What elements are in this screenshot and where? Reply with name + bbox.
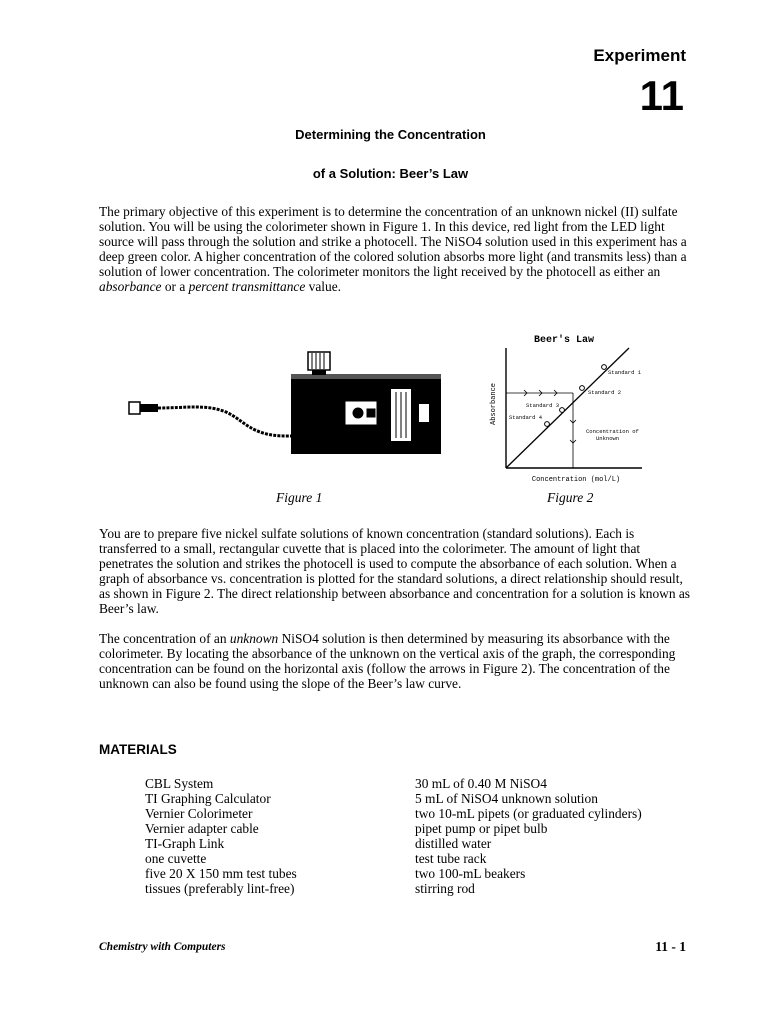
graph-label-unknown-line-1: Concentration of: [586, 428, 639, 435]
unknown-text-1: The concentration of an: [99, 631, 230, 646]
material-item: CBL System: [145, 776, 214, 791]
unknown-text-2: NiSO4 solution is then determined by measuring its absorbance with the colorimeter. By locating the absorbance of the unknown on the vertical axis of the graph, the corresponding concentration can be found on the horizontal axis (follow the arrows in Figure 2). The concentration of the unknown can also be found using the slope of the Beer’s law curve.: [99, 631, 676, 691]
intro-text-2: or a: [161, 279, 189, 294]
footer-page-number: 11 - 1: [655, 939, 686, 954]
intro-text-1: The primary objective of this experiment is to determine the concentration of an unknown nickel (II) sulfate solution. You will be using the colorimeter shown in Figure 1. In this device, red light from the LED light source will pass through the solution and strike a photocell. The NiSO4 solution used in this experiment has a deep green color. A higher concentration of the colored solution absorbs more light (and transmits less) than a solution of lower concentration. The colorimeter monitors the light received by the photocell as either an: [99, 204, 687, 279]
graph-label-standard-2: Standard 2: [588, 389, 622, 396]
graph-label-standard-1: Standard 1: [608, 369, 642, 376]
experiment-label: Experiment: [593, 46, 686, 65]
footer-book-title: Chemistry with Computers: [99, 941, 226, 953]
unknown-concentration-paragraph: [99, 631, 691, 691]
material-item: distilled water: [415, 836, 492, 851]
graph-label-unknown-line-2: Unknown: [596, 435, 620, 442]
intro-paragraph: [99, 204, 691, 294]
graph-ylabel: Absorbance: [490, 382, 498, 425]
page-title-line-1: Determining the Concentration: [295, 127, 486, 142]
materials-heading: MATERIALS: [99, 742, 177, 757]
beers-law-graph: [484, 330, 646, 485]
material-item: Vernier adapter cable: [145, 821, 259, 836]
standard-solutions-paragraph: You are to prepare five nickel sulfate solutions of known concentration (standard solutions). Each is transferred to a small, rectangular cuvette that is placed into the colorimeter. The amount of light that penetrates the solution and strikes the photocell is used to compute the absorbance of each solution. When a graph of absorbance vs. concentration is plotted for the standard solutions, a direct relationship should result, as shown in Figure 2. The direct relationship between absorbance and concentration for a solution is known as Beer’s law.: [99, 526, 691, 616]
graph-xlabel: Concentration (mol/L): [531, 476, 621, 484]
material-item: 30 mL of 0.40 M NiSO4: [415, 776, 547, 791]
materials-list-right: [415, 776, 642, 896]
materials-list-left: [145, 776, 297, 896]
material-item: stirring rod: [415, 881, 475, 896]
material-item: pipet pump or pipet bulb: [415, 821, 548, 836]
material-item: TI-Graph Link: [145, 836, 225, 851]
intro-emphasis-absorbance: absorbance: [99, 279, 162, 294]
material-item: Vernier Colorimeter: [145, 806, 253, 821]
material-item: tissues (preferably lint-free): [145, 881, 295, 896]
material-item: 5 mL of NiSO4 unknown solution: [415, 791, 598, 806]
experiment-number: 11: [639, 72, 684, 119]
material-item: two 100-mL beakers: [415, 866, 526, 881]
material-item: five 20 X 150 mm test tubes: [145, 866, 297, 881]
unknown-emphasis: unknown: [229, 631, 279, 646]
graph-label-standard-3: Standard 3: [526, 402, 560, 409]
figure-2-caption: Figure 2: [547, 490, 594, 505]
graph-title: Beer's Law: [533, 335, 595, 346]
colorimeter-figure: [126, 344, 446, 469]
material-item: TI Graphing Calculator: [145, 791, 271, 806]
material-item: test tube rack: [415, 851, 487, 866]
intro-text-3: value.: [305, 279, 341, 294]
material-item: two 10-mL pipets (or graduated cylinders): [415, 806, 642, 821]
material-item: one cuvette: [145, 851, 207, 866]
page-title-line-2: of a Solution: Beer’s Law: [312, 166, 469, 181]
graph-label-standard-4: Standard 4: [509, 414, 543, 421]
figure-1-caption: Figure 1: [276, 490, 323, 505]
intro-emphasis-transmittance: percent transmittance: [188, 279, 306, 294]
